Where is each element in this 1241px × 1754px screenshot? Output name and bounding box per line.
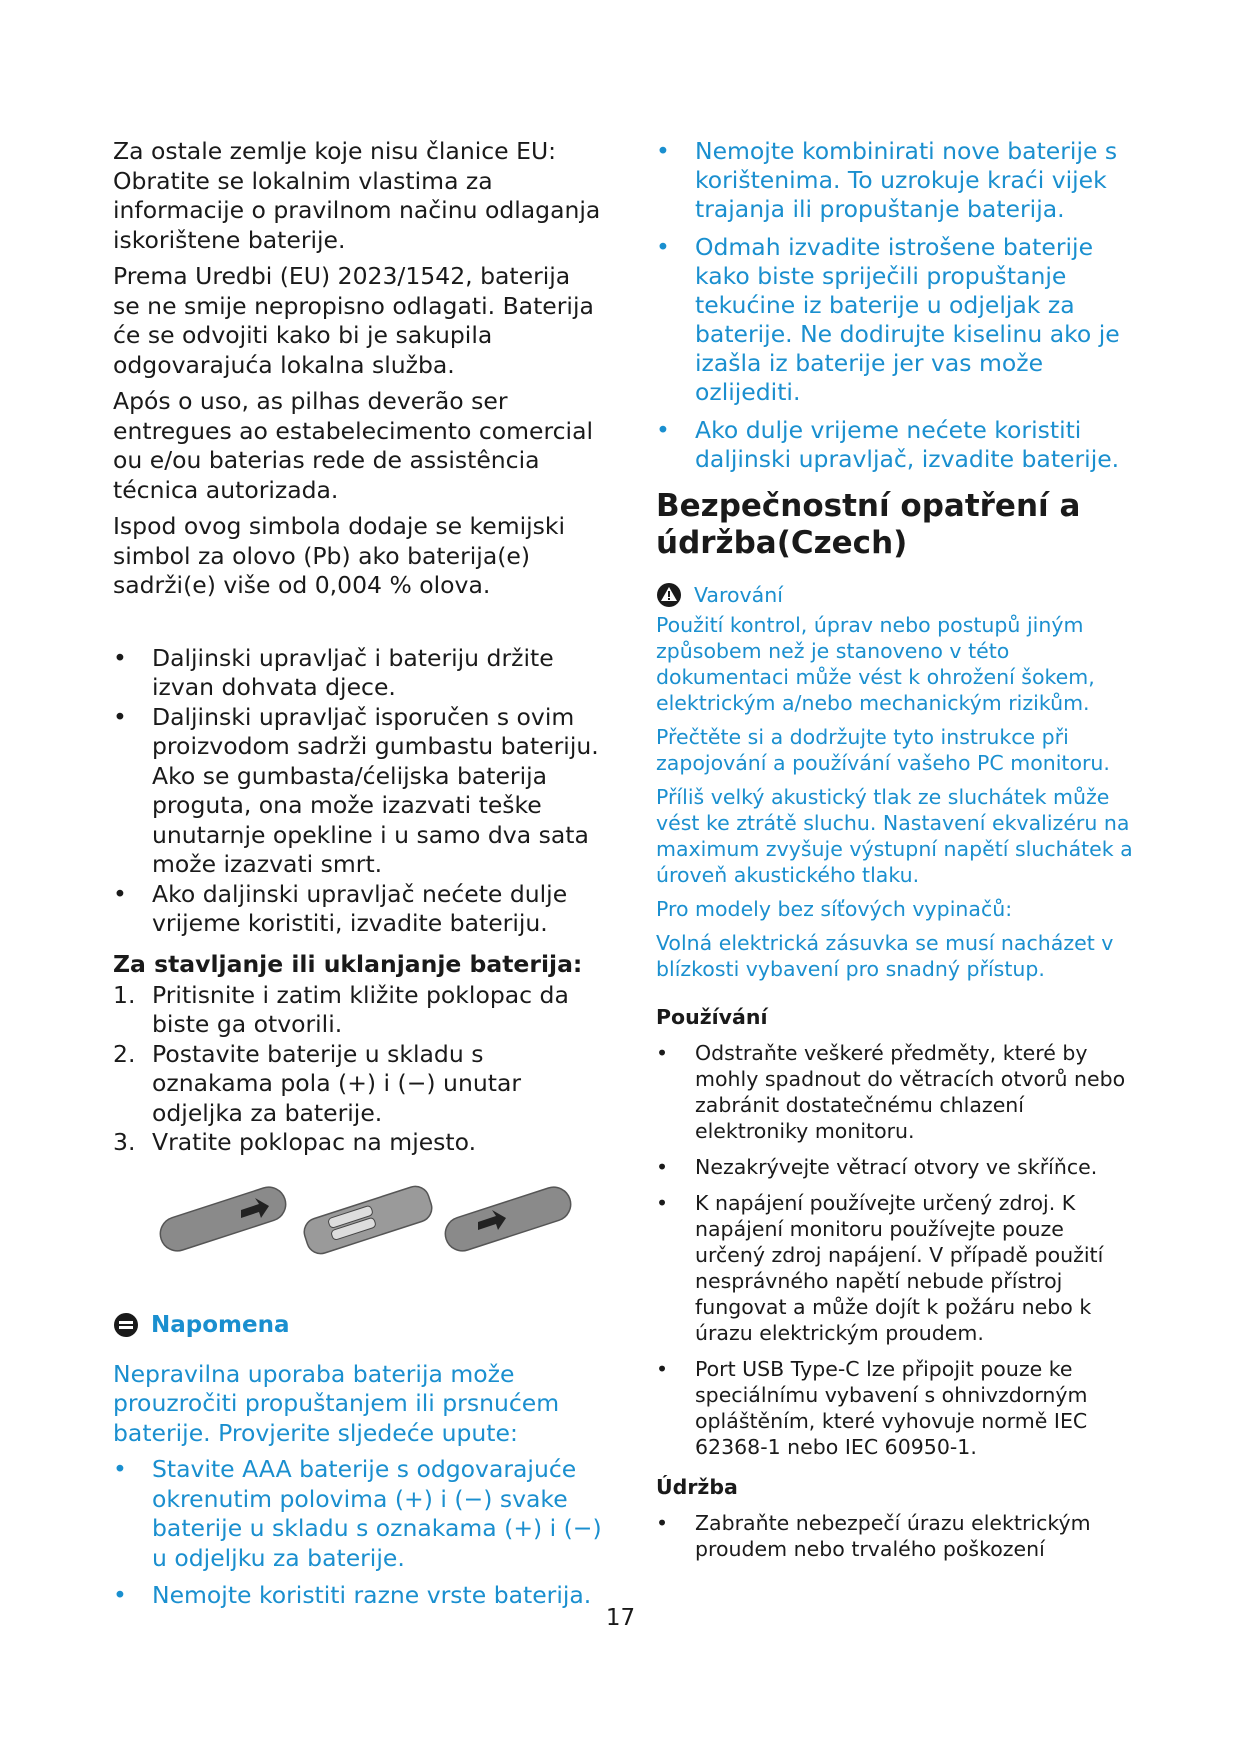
remote-closed-icon [156,1182,290,1255]
list-item: • Odstraňte veškeré předměty, které by mohly spadnout do větracích otvorů nebo zabránit dostatečnému chlazení elektroniky monitoru. [656,1041,1126,1143]
remote-close-cover-icon [441,1182,575,1255]
step-item: 2. Postavite baterije u skladu s oznakama pola (+) i (−) unutar odjeljka za baterije. [113,1039,522,1127]
paragraph-regulation: Prema Uredbi (EU) 2023/1542, baterija se ne smije nepropisno odlagati. Baterija će se odvojiti kako bi je sakupila odgovarajuća lokalna služba. [113,262,594,379]
warning-paragraph: Pro modely bez síťových vypinačů: [656,897,1013,921]
list-item: • Odmah izvadite istrošene baterije kako biste spriječili propuštanje tekućine iz baterije u odjeljak za baterije. Ne dodirujte kiselinu ako je izašla iz baterije jer vas može ozlijediti. [656,233,1120,406]
remote-open-icon [301,1182,436,1256]
paragraph-portuguese: Após o uso, as pilhas deverão ser entregues ao estabelecimento comercial ou e/ou baterias rede de assistência técnica autorizada. [113,387,594,504]
list-item: • Stavite AAA baterije s odgovarajuće okrenutim polovima (+) i (−) svake baterije u skladu s oznakama (+) i (−) u odjeljku za baterije. [113,1455,602,1572]
list-item: • Ako dulje vrijeme nećete koristiti daljinski upravljač, izvadite baterije. [656,416,1120,473]
warning-header [656,582,1136,608]
warning-paragraph: Příliš velký akustický tlak ze sluchátek může vést ke ztrátě sluchu. Nastavení ekvalizéru na maximum zvyšuje výstupní napětí sluchátek a úroveň akustického tlaku. [656,785,1133,887]
warning-title: Varování [694,583,783,607]
list-item: • Port USB Type-C lze připojit pouze ke speciálnímu vybavení s ohnivzdorným opláštěním, které vyhovuje normě IEC 62368-1 nebo IEC 60950-1. [656,1357,1088,1459]
list-item: • Ako daljinski upravljač nećete dulje vrijeme koristiti, izvadite bateriju. [113,879,568,937]
warning-paragraph: Použití kontrol, úprav nebo postupů jiným způsobem než je stanoveno v této dokumentaci může vést k ohrožení šokem, elektrickým a/nebo mechanickým rizikům. [656,613,1095,715]
usage-heading: Používání [656,1005,768,1029]
page-number: 17 [605,1605,636,1631]
remote-battery-illustration [153,1172,583,1282]
steps-heading: Za stavljanje ili uklanjanje baterija: [113,949,583,978]
note-title: Napomena [151,1311,290,1338]
warning-icon [656,582,682,608]
paragraph-lead-symbol: Ispod ovog simbola dodaje se kemijski simbol za olovo (Pb) ako baterija(e) sadrži(e) više od 0,004 % olova. [113,512,566,599]
note-header [113,1312,603,1338]
note-icon [113,1312,139,1338]
maintenance-heading: Údržba [656,1475,738,1499]
list-item: • Daljinski upravljač isporučen s ovim proizvodom sadrži gumbastu bateriju. Ako se gumbasta/ćelijska baterija proguta, ona može izazvati teške unutarnje opekline i u samo dva sata može izazvati smrt. [113,702,599,878]
list-item: • Daljinski upravljač i bateriju držite izvan dohvata djece. [113,643,554,701]
list-item: • K napájení používejte určený zdroj. K napájení monitoru používejte pouze určený zdroj napájení. V případě použití nesprávného napětí nebude přístroj fungovat a může dojít k požáru nebo k úrazu elektrickým proudem. [656,1191,1104,1345]
left-column [113,137,603,1611]
list-item: • Nemojte koristiti razne vrste baterija. [113,1581,592,1609]
step-item: 1. Pritisnite i zatim kližite poklopac da biste ga otvorili. [113,980,569,1038]
note-text: Nepravilna uporaba baterija može prouzročiti propuštanjem ili prsnućem baterije. Provjerite sljedeće upute: [113,1359,560,1447]
list-item: • Nezakrývejte větrací otvory ve skříňce. [656,1155,1098,1179]
paragraph-eu-disposal: Za ostale zemlje koje nisu članice EU: Obratite se lokalnim vlastima za informacije o pravilnom načinu odlaganja iskorištene baterije. [113,137,601,254]
step-item: 3. Vratite poklopac na mjesto. [113,1128,477,1156]
warning-paragraph: Přečtěte si a dodržujte tyto instrukce při zapojování a používání vašeho PC monitoru. [656,725,1110,775]
list-item: • Nemojte kombinirati nove baterije s korištenima. To uzrokuje kraći vijek trajanja ili propuštanje baterija. [656,137,1118,223]
right-column [656,137,1136,1572]
warning-paragraph: Volná elektrická zásuvka se musí nacházet v blízkosti vybavení pro snadný přístup. [656,931,1114,981]
list-item: • Zabraňte nebezpečí úrazu elektrickým proudem nebo trvalého poškození [656,1511,1091,1561]
section-heading-czech: Bezpečnostní opatření a údržba(Czech) [656,488,1081,561]
